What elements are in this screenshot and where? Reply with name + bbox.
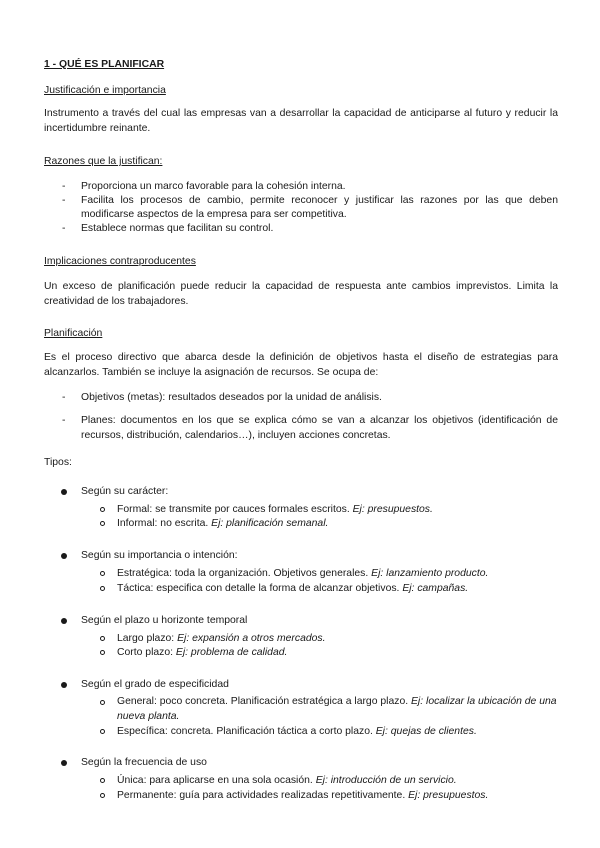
bullet-marker xyxy=(61,489,67,495)
implicaciones-heading: Implicaciones contraproducentes xyxy=(44,256,196,267)
sub-bullet-marker xyxy=(100,778,105,783)
dash-marker: - xyxy=(62,223,66,234)
tipo-item: Largo plazo: Ej: expansión a otros mercados. xyxy=(117,633,326,644)
tipos-heading: Tipos: xyxy=(44,457,72,468)
sub-bullet-marker xyxy=(100,700,105,705)
implicaciones-paragraph: Un exceso de planificación puede reducir la capacidad de respuesta ante cambios imprevistos. Limita la creatividad de los trabajadores. xyxy=(44,281,558,307)
sub-bullet-marker xyxy=(100,793,105,798)
planificacion-item: Objetivos (metas): resultados deseados por la unidad de análisis. xyxy=(81,392,382,403)
tipo-item: Permanente: guía para actividades realizadas repetitivamente. Ej: presupuestos. xyxy=(117,790,489,801)
dash-marker: - xyxy=(62,181,66,192)
tipo-item: Específica: concreta. Planificación táctica a corto plazo. Ej: quejas de clientes. xyxy=(117,726,477,737)
section-title: 1 - QUÉ ES PLANIFICAR xyxy=(44,59,165,70)
justificacion-heading: Justificación e importancia xyxy=(44,85,166,96)
bullet-marker xyxy=(61,760,67,766)
tipo-item: Única: para aplicarse en una sola ocasión. Ej: introducción de un servicio. xyxy=(117,775,457,786)
dash-marker: - xyxy=(62,195,66,206)
justificacion-paragraph: Instrumento a través del cual las empresas van a desarrollar la capacidad de anticiparse al futuro y reducir la incertidumbre reinante. xyxy=(44,108,558,134)
razones-item: Facilita los procesos de cambio, permite reconocer y justificar las razones por las que deben modificarse aspectos de la empresa para ser competitiva. xyxy=(81,195,558,220)
tipo-group-label: Según su carácter: xyxy=(81,486,169,497)
tipo-item: Formal: se transmite por cauces formales escritos. Ej: presupuestos. xyxy=(117,504,433,515)
planificacion-heading: Planificación xyxy=(44,328,103,339)
tipo-item: Estratégica: toda la organización. Objetivos generales. Ej: lanzamiento producto. xyxy=(117,568,489,579)
sub-bullet-marker xyxy=(100,571,105,576)
bullet-marker xyxy=(61,553,67,559)
tipo-item: Informal: no escrita. Ej: planificación semanal. xyxy=(117,518,329,529)
razones-heading: Razones que la justifican: xyxy=(44,156,163,167)
sub-bullet-marker xyxy=(100,650,105,655)
planificacion-item: Planes: documentos en los que se explica cómo se van a alcanzar los objetivos (identificación de recursos, distribución, calendarios…), incluyen acciones concretas. xyxy=(81,415,558,441)
tipo-group-label: Según su importancia o intención: xyxy=(81,550,238,561)
razones-item: Proporciona un marco favorable para la cohesión interna. xyxy=(81,181,346,192)
sub-bullet-marker xyxy=(100,507,105,512)
tipo-group-label: Según el plazo u horizonte temporal xyxy=(81,615,248,626)
sub-bullet-marker xyxy=(100,729,105,734)
bullet-marker xyxy=(61,618,67,624)
tipo-group-label: Según la frecuencia de uso xyxy=(81,757,207,768)
tipo-item: General: poco concreta. Planificación estratégica a largo plazo. Ej: localizar la ubicación de una nueva planta. xyxy=(117,696,557,722)
bullet-marker xyxy=(61,682,67,688)
sub-bullet-marker xyxy=(100,586,105,591)
dash-marker: - xyxy=(62,392,66,403)
tipo-group-label: Según el grado de especificidad xyxy=(81,679,229,690)
sub-bullet-marker xyxy=(100,636,105,641)
sub-bullet-marker xyxy=(100,521,105,526)
tipo-item: Corto plazo: Ej: problema de calidad. xyxy=(117,647,288,658)
razones-item: Establece normas que facilitan su control. xyxy=(81,223,274,234)
dash-marker: - xyxy=(62,415,66,426)
tipo-item: Táctica: especifica con detalle la forma de alcanzar objetivos. Ej: campañas. xyxy=(117,583,469,594)
planificacion-paragraph: Es el proceso directivo que abarca desde la definición de objetivos hasta el diseño de estrategias para alcanzarlos. También se incluye la asignación de recursos. Se ocupa de: xyxy=(44,352,558,378)
